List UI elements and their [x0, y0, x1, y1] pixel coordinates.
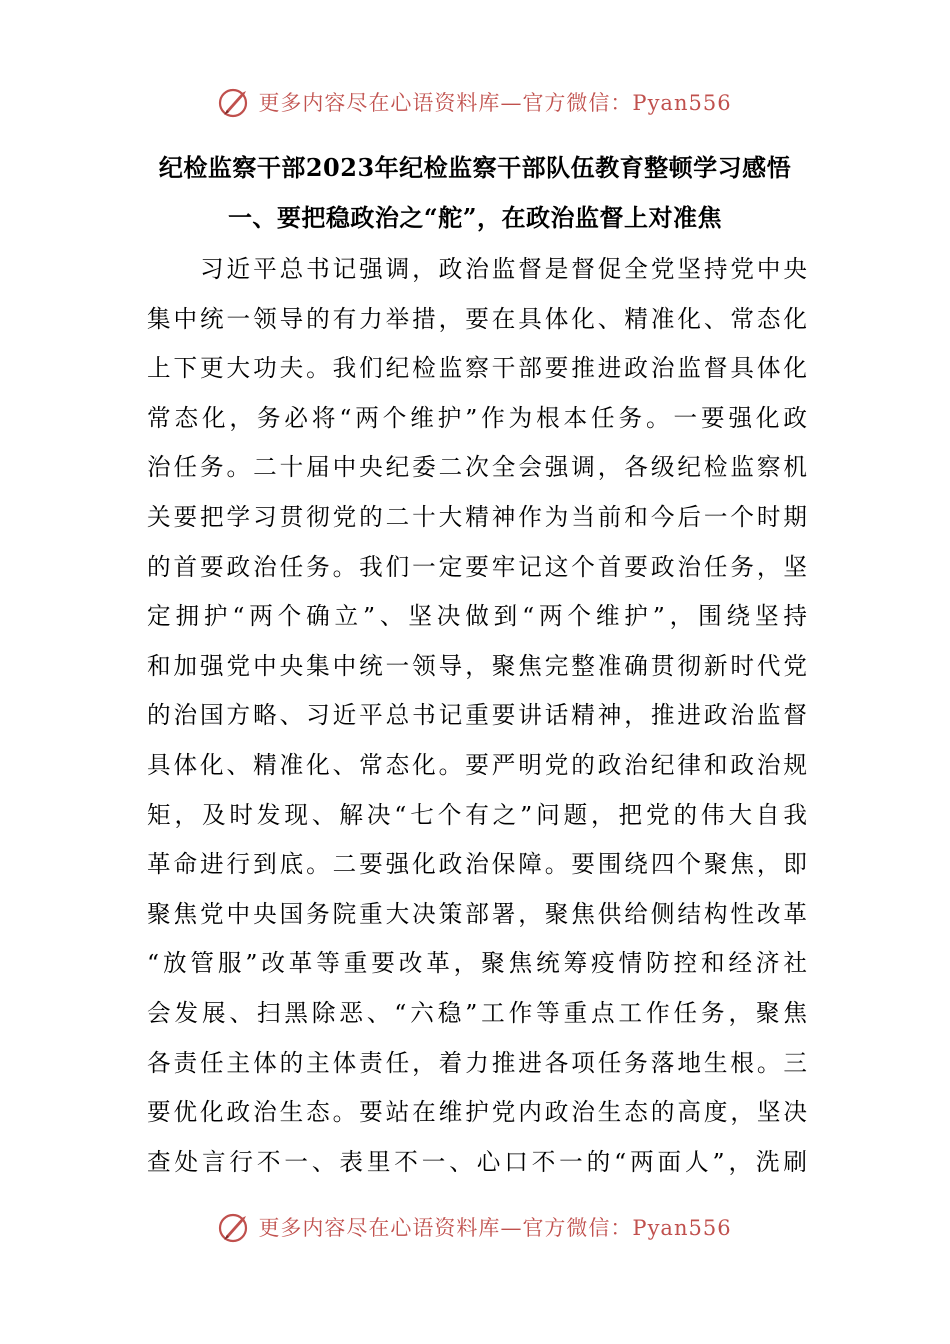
body-line: 会发展、扫黑除恶、“六稳”工作等重点工作任务，聚焦	[147, 998, 807, 1027]
watermark-contact: 官方微信：Pyan556	[522, 91, 732, 115]
body-line: 集中统一领导的有力举措，要在具体化、精准化、常态化	[147, 304, 807, 333]
body-line: 的首要政治任务。我们一定要牢记这个首要政治任务，坚	[147, 552, 807, 581]
footer-watermark	[0, 1207, 950, 1247]
body-line: 的治国方略、习近平总书记重要讲话精神，推进政治监督	[147, 701, 807, 730]
body-line: 聚焦党中央国务院重大决策部署，聚焦供给侧结构性改革	[147, 899, 807, 928]
body-line: 关要把学习贯彻党的二十大精神作为当前和今后一个时期	[147, 502, 807, 531]
watermark-separator: —	[500, 91, 523, 115]
body-line: 定拥护“两个确立”、坚决做到“两个维护”，围绕坚持	[147, 602, 807, 631]
watermark-site-name: 更多内容尽在心语资料库	[258, 91, 501, 115]
pen-logo-icon	[218, 1210, 252, 1244]
section-heading: 一、要把稳政治之“舵”，在政治监督上对准焦	[227, 203, 723, 232]
pen-logo-icon	[218, 85, 252, 119]
watermark-contact: 官方微信：Pyan556	[522, 1216, 732, 1240]
header-watermark	[0, 82, 950, 122]
document-title: 纪检监察干部2023年纪检监察干部队伍教育整顿学习感悟	[158, 153, 792, 182]
body-line: 各责任主体的主体责任，着力推进各项任务落地生根。三	[147, 1048, 807, 1077]
watermark-text	[258, 87, 731, 117]
body-line: 治任务。二十届中央纪委二次全会强调，各级纪检监察机	[147, 453, 807, 482]
body-line: 上下更大功夫。我们纪检监察干部要推进政治监督具体化	[147, 354, 807, 383]
body-line: 革命进行到底。二要强化政治保障。要围绕四个聚焦，即	[147, 850, 807, 879]
watermark-site-name: 更多内容尽在心语资料库	[258, 1216, 501, 1240]
body-line: 查处言行不一、表里不一、心口不一的“两面人”，洗刷	[147, 1147, 807, 1176]
body-line: 要优化政治生态。要站在维护党内政治生态的高度，坚决	[147, 1098, 807, 1127]
body-line: 常态化，务必将“两个维护”作为根本任务。一要强化政	[147, 403, 807, 432]
body-line: 具体化、精准化、常态化。要严明党的政治纪律和政治规	[147, 750, 807, 779]
body-paragraph	[147, 245, 807, 1187]
body-line: 矩，及时发现、解决“七个有之”问题，把党的伟大自我	[147, 800, 807, 829]
body-line: 和加强党中央集中统一领导，聚焦完整准确贯彻新时代党	[147, 651, 807, 680]
watermark-separator: —	[500, 1216, 523, 1240]
watermark-text	[258, 1212, 731, 1242]
body-line: 习近平总书记强调，政治监督是督促全党坚持党中央	[147, 255, 807, 283]
body-line: “放管服”改革等重要改革，聚焦统筹疫情防控和经济社	[147, 949, 807, 978]
